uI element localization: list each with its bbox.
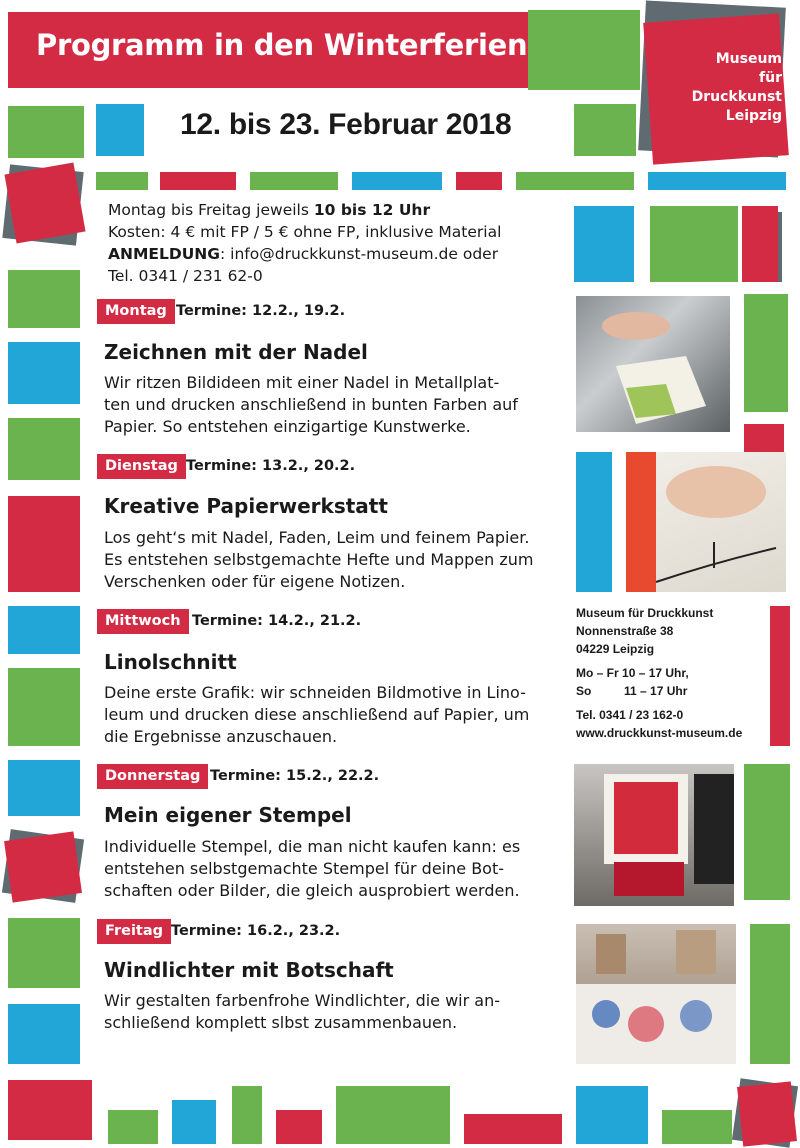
decor-block: [4, 162, 85, 243]
logo-line: Druckkunst: [691, 89, 782, 105]
termine-thursday: Termine: 15.2., 22.2.: [210, 768, 380, 784]
date-range: 12. bis 23. Februar 2018: [180, 108, 512, 141]
decor-block: [576, 452, 612, 592]
termine-tuesday: Termine: 13.2., 20.2.: [186, 458, 356, 474]
decor-block: [574, 206, 634, 282]
decor-block: [464, 1114, 562, 1144]
decor-block: [8, 342, 80, 404]
street: Nonnenstraße 38: [576, 624, 674, 638]
decor-block: [8, 918, 80, 988]
decor-block: [650, 206, 738, 282]
museum-phone: Tel. 0341 / 23 162-0: [576, 708, 684, 722]
photo-paper-art: [626, 452, 786, 592]
decor-block: [96, 172, 148, 190]
hours-weekdays: Mo – Fr 10 – 17 Uhr,: [576, 666, 689, 680]
decor-block: [8, 606, 80, 654]
city: 04229 Leipzig: [576, 642, 655, 656]
day-tag-wednesday: Mittwoch: [97, 609, 189, 634]
logo-line: Leipzig: [725, 108, 782, 124]
photo-lanterns-art: [576, 924, 736, 1064]
event-title-monday: Zeichnen mit der Nadel: [104, 340, 368, 364]
intro-info: [108, 199, 501, 287]
decor-block: [8, 418, 80, 480]
decor-block: [574, 104, 636, 156]
decor-block: [770, 606, 790, 746]
event-desc-wednesday: Deine erste Grafik: wir schneiden Bildmotive in Lino- leum und drucken diese anschließend auf Papier, um die Ergebnisse anzuschauen.: [104, 683, 530, 746]
decor-block: [352, 172, 442, 190]
museum-address: [576, 604, 742, 742]
photo-paper: [626, 452, 786, 592]
decor-block: [96, 104, 144, 156]
day-tag-thursday: Donnerstag: [97, 764, 208, 789]
cost-line: Kosten: 4 € mit FP / 5 € ohne FP, inklusive Material: [108, 223, 502, 241]
event-desc-friday: Wir gestalten farbenfrohe Windlichter, die wir an- schließend komplett slbst zusammenbauen.: [104, 991, 501, 1032]
event-title-thursday: Mein eigener Stempel: [104, 803, 352, 827]
decor-block: [742, 206, 778, 282]
hours-sunday: So 11 – 17 Uhr: [576, 684, 688, 698]
title-banner: [8, 12, 528, 88]
decor-block: [276, 1110, 322, 1144]
event-desc-monday: Wir ritzen Bildideen mit einer Nadel in Metallplat- ten und drucken anschließend in bunten Farben auf Papier. So entstehen einzigartige Kunstwerke.: [104, 373, 518, 436]
decor-block: [8, 1004, 80, 1064]
event-title-friday: Windlichter mit Botschaft: [104, 958, 394, 982]
decor-block: [648, 172, 786, 190]
decor-block: [744, 764, 790, 900]
museum-name: Museum für Druckkunst: [576, 606, 714, 620]
logo-line: Museum: [715, 51, 782, 67]
decor-block: [662, 1110, 732, 1144]
schedule-line: Montag bis Freitag jeweils 10 bis 12 Uhr: [108, 201, 431, 219]
day-tag-friday: Freitag: [97, 919, 171, 944]
event-title-tuesday: Kreative Papierwerkstatt: [104, 494, 388, 518]
termine-wednesday: Termine: 14.2., 21.2.: [192, 613, 362, 629]
photo-etching-art: [576, 296, 730, 432]
page-title: Programm in den Winterferien: [36, 28, 528, 62]
event-desc-thursday: Individuelle Stempel, die man nicht kaufen kann: es entstehen selbstgemachte Stempel für deine Bot- schaften oder Bilder, die gleich ausprobiert werden.: [104, 837, 521, 900]
day-tag-monday: Montag: [97, 299, 175, 324]
decor-block: [528, 10, 640, 90]
decor-block: [336, 1086, 450, 1144]
day-tag-tuesday: Dienstag: [97, 454, 186, 479]
logo-line: für: [759, 70, 782, 86]
decor-block: [737, 1081, 797, 1146]
decor-block: [4, 831, 82, 902]
event-title-wednesday: Linolschnitt: [104, 650, 237, 674]
decor-block: [750, 924, 790, 1064]
museum-website: www.druckkunst-museum.de: [576, 726, 743, 740]
termine-monday: Termine: 12.2., 19.2.: [176, 303, 346, 319]
photo-etching: [576, 296, 730, 432]
decor-block: [8, 106, 84, 158]
decor-block: [576, 1086, 648, 1144]
decor-block: [8, 760, 80, 816]
decor-block: [456, 172, 502, 190]
termine-friday: Termine: 16.2., 23.2.: [171, 923, 341, 939]
phone-line: Tel. 0341 / 231 62-0: [108, 267, 263, 285]
decor-block: [250, 172, 338, 190]
decor-block: [744, 294, 788, 412]
event-desc-tuesday: Los geht‘s mit Nadel, Faden, Leim und feinem Papier. Es entstehen selbstgemachte Hefte und Mappen zum Verschenken oder für eigene Notizen.: [104, 528, 534, 591]
decor-block: [8, 668, 80, 746]
decor-block: [8, 496, 80, 592]
registration-line: ANMELDUNG: info@druckkunst-museum.de oder: [108, 245, 499, 263]
decor-block: [8, 270, 80, 328]
decor-block: [172, 1100, 216, 1144]
logo-text: [652, 50, 782, 126]
decor-block: [232, 1086, 262, 1144]
decor-block: [160, 172, 236, 190]
decor-block: [108, 1110, 158, 1144]
photo-lanterns: [576, 924, 736, 1064]
decor-block: [8, 1080, 92, 1140]
photo-stamp-art: [574, 764, 734, 906]
photo-stamp: [574, 764, 734, 906]
decor-block: [516, 172, 634, 190]
